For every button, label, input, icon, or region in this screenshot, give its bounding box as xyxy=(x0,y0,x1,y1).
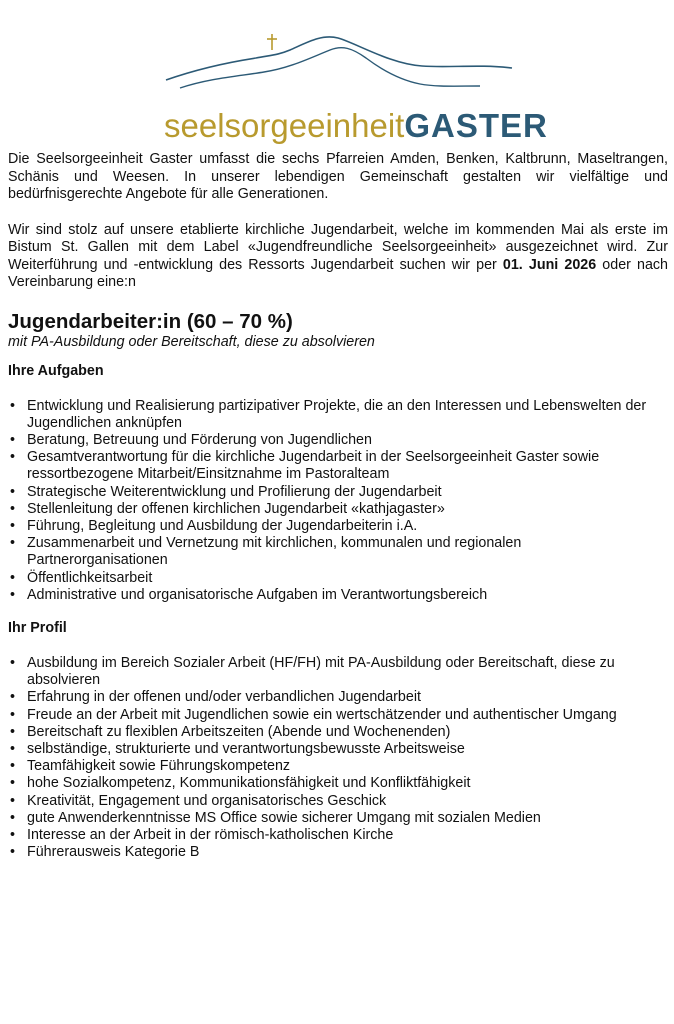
list-item: • Freude an der Arbeit mit Jugendlichen sowie ein wertschätzender und authentischer Umgang xyxy=(27,707,652,724)
list-item: • Öffentlichkeitsarbeit xyxy=(27,570,652,587)
intro-paragraph-2-text: Wir sind stolz auf unsere etablierte kirchliche Jugendarbeit, welche im kommenden Mai als erste im Bistum St. Gallen mit dem Label «Jugendfreundliche Seelsorgeeinheit» ausgezeichnet wird. Zur Weiterführung und -entwicklung des Ressorts Jugendarbeit suchen wir per xyxy=(8,221,668,273)
list-item: • Bereitschaft zu flexiblen Arbeitszeiten (Abende und Wochenenden) xyxy=(27,724,652,741)
list-item: • Ausbildung im Bereich Sozialer Arbeit (HF/FH) mit PA-Ausbildung oder Bereitschaft, diese zu absolvieren xyxy=(27,655,652,689)
list-item: • Führung, Begleitung und Ausbildung der Jugendarbeiterin i.A. xyxy=(27,518,652,535)
list-item: • Strategische Weiterentwicklung und Profilierung der Jugendarbeit xyxy=(27,484,652,501)
list-item: • hohe Sozialkompetenz, Kommunikationsfähigkeit und Konfliktfähigkeit xyxy=(27,775,652,792)
list-item: • gute Anwenderkenntnisse MS Office sowie sicherer Umgang mit sozialen Medien xyxy=(27,810,652,827)
mountain-cross-icon xyxy=(160,28,520,108)
job-subtitle: mit PA-Ausbildung oder Bereitschaft, diese zu absolvieren xyxy=(8,333,375,350)
list-item: • Entwicklung und Realisierung partizipativer Projekte, die an den Interessen und Lebenswelten der Jugendlichen anknüpfen xyxy=(27,398,652,432)
list-item: • Interesse an der Arbeit in der römisch-katholischen Kirche xyxy=(27,827,652,844)
logo-wordmark xyxy=(164,106,548,146)
list-item: • Administrative und organisatorische Aufgaben im Verantwortungsbereich xyxy=(27,587,652,604)
list-item: • Teamfähigkeit sowie Führungskompetenz xyxy=(27,758,652,775)
list-item: • Kreativität, Engagement und organisatorisches Geschick xyxy=(27,793,652,810)
list-item: • Führerausweis Kategorie B xyxy=(27,844,652,861)
intro-paragraph-2-end: oder nach Vereinbarung eine:n xyxy=(8,256,669,290)
intro-paragraph-2 xyxy=(8,222,668,292)
job-title: Jugendarbeiter:in (60 – 70 %) xyxy=(8,309,293,333)
list-item: • Zusammenarbeit und Vernetzung mit kirchlichen, kommunalen und regionalen Partnerorganisationen xyxy=(27,535,652,569)
profile-list xyxy=(8,655,668,861)
list-item: • Gesamtverantwortung für die kirchliche Jugendarbeit in der Seelsorgeeinheit Gaster sowie ressortbezogene Mitarbeit/Einsitznahme im Pastoralteam xyxy=(27,449,652,483)
list-item: • selbständige, strukturierte und verantwortungsbewusste Arbeitsweise xyxy=(27,741,652,758)
start-date: 01. Juni 2026 xyxy=(502,256,597,273)
tasks-heading: Ihre Aufgaben xyxy=(8,362,104,379)
intro-paragraph-1: Die Seelsorgeeinheit Gaster umfasst die sechs Pfarreien Amden, Benken, Kaltbrunn, Maseltrangen, Schänis und Weesen. In unserer lebendigen Gemeinschaft gestalten wir vielfältige und bedürfnisgerechte Angebote für alle Generationen. xyxy=(8,151,668,202)
logo xyxy=(160,28,548,144)
profile-heading: Ihr Profil xyxy=(8,619,67,636)
list-item: • Erfahrung in der offenen und/oder verbandlichen Jugendarbeit xyxy=(27,689,652,706)
list-item: • Stellenleitung der offenen kirchlichen Jugendarbeit «kathjagaster» xyxy=(27,501,652,518)
posting-content xyxy=(8,151,668,877)
logo-text-light: seelsorgeeinheit xyxy=(164,107,405,144)
tasks-list xyxy=(8,398,668,604)
logo-text-bold: GASTER xyxy=(404,107,548,144)
list-item: • Beratung, Betreuung und Förderung von Jugendlichen xyxy=(27,432,652,449)
